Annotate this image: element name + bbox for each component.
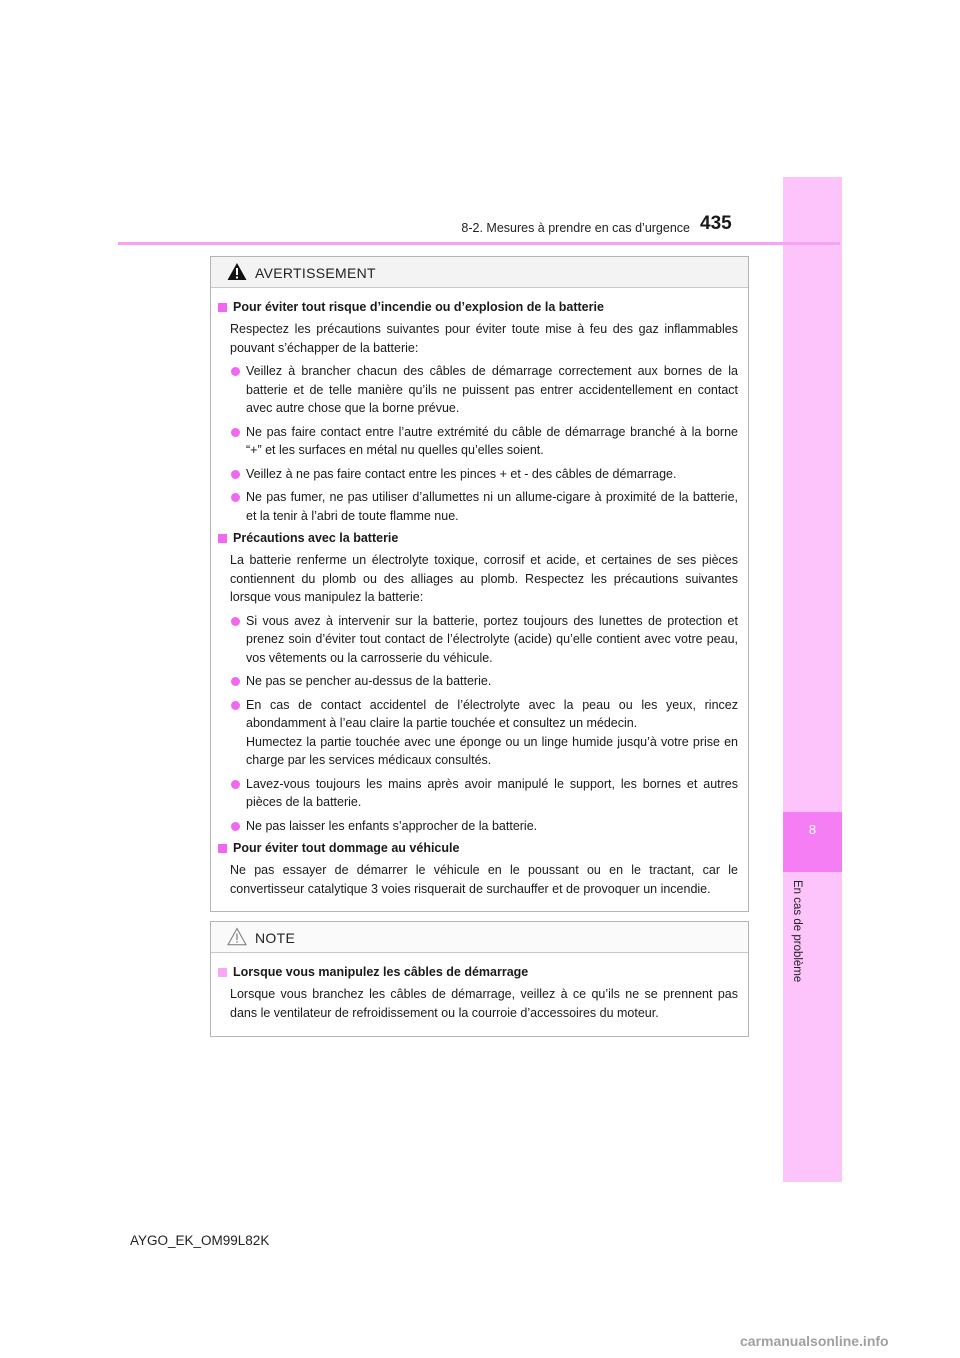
- warning-section-heading: [218, 840, 738, 857]
- circle-bullet-icon: [231, 470, 240, 479]
- warning-section-title: Précautions avec la batterie: [233, 531, 399, 545]
- chapter-title: En cas de problème: [791, 880, 803, 983]
- list-item-text: [246, 362, 738, 418]
- list-item-paragraph: Veillez à ne pas faire contact entre les pinces + et - des câbles de démarrage.: [246, 466, 677, 481]
- circle-bullet-icon: [231, 617, 240, 626]
- note-text: Lorsque vous branchez les câbles de démarrage, veillez à ce qu’ils ne se prennent pas dans le ventilateur de refroidissement ou la courroie d’accessoires du moteur.: [230, 987, 738, 1020]
- circle-bullet-icon: [231, 428, 240, 437]
- circle-bullet-icon: [231, 493, 240, 502]
- note-section-heading: [218, 964, 738, 981]
- chapter-side-tab: [783, 177, 842, 1182]
- list-item-paragraph: Ne pas faire contact entre l’autre extrémité du câble de démarrage branché à la borne “+” et les surfaces en métal nu quelles qu’elles soient.: [246, 424, 738, 457]
- square-bullet-icon: [218, 844, 227, 853]
- warning-body: [211, 288, 748, 898]
- warning-title: AVERTISSEMENT: [255, 265, 376, 281]
- list-item: [231, 612, 738, 668]
- list-item: [231, 696, 738, 770]
- list-item-text: [246, 488, 738, 525]
- list-item-text: [246, 465, 738, 484]
- list-item: [231, 465, 738, 484]
- list-item-paragraph: Ne pas se pencher au-dessus de la batterie.: [246, 674, 492, 688]
- list-item-text: [246, 696, 738, 770]
- note-body: [211, 953, 748, 1022]
- warning-header: [211, 257, 748, 288]
- warning-section-heading: [218, 530, 738, 547]
- document-code: AYGO_EK_OM99L82K: [130, 1233, 270, 1248]
- note-box: [210, 921, 749, 1037]
- square-bullet-icon: [218, 303, 227, 312]
- warning-section-title: Pour éviter tout risque d’incendie ou d’explosion de la batterie: [233, 300, 604, 314]
- circle-bullet-icon: [231, 677, 240, 686]
- list-item: [231, 362, 738, 418]
- list-item-paragraph: Humectez la partie touchée avec une éponge ou un linge humide jusqu’à votre prise en charge par les services médicaux consultés.: [246, 734, 738, 767]
- note-header: [211, 922, 748, 953]
- list-item-text: [246, 672, 738, 691]
- list-item-text: [246, 612, 738, 668]
- warning-section-intro: Respectez les précautions suivantes pour éviter toute mise à feu des gaz inflammables pouvant s’échapper de la batterie:: [230, 322, 738, 355]
- list-item-paragraph: Veillez à brancher chacun des câbles de démarrage correctement aux bornes de la batterie et de telle manière qu’ils ne puissent pas entrer accidentellement en contact avec autre chose que la borne prévue.: [246, 364, 738, 415]
- list-item-paragraph: Ne pas fumer, ne pas utiliser d’allumettes ni un allume-cigare à proximité de la batterie, et la tenir à l’abri de toute flamme nue.: [246, 490, 738, 523]
- caution-icon: [227, 927, 247, 946]
- warning-section-intro: La batterie renferme un électrolyte toxique, corrosif et acide, et certaines de ses pièces contiennent du plomb ou des alliages au plomb. Respectez les précautions suivantes lorsque vous manipulez la batterie:: [230, 553, 738, 604]
- square-bullet-icon: [218, 534, 227, 543]
- warning-section-intro: Ne pas essayer de démarrer le véhicule en le poussant ou en le tractant, car le convertisseur catalytique 3 voies risquerait de surchauffer et de provoquer un incendie.: [230, 863, 738, 896]
- header-rule: [118, 242, 840, 245]
- circle-bullet-icon: [231, 780, 240, 789]
- list-item: [231, 672, 738, 691]
- warning-section-title: Pour éviter tout dommage au véhicule: [233, 841, 460, 855]
- watermark[interactable]: carmanualsonline.info: [740, 1333, 889, 1349]
- square-bullet-icon: [218, 968, 227, 977]
- section-title: 8-2. Mesures à prendre en cas d’urgence: [461, 221, 690, 235]
- list-item-text: [246, 817, 738, 836]
- list-item: [231, 488, 738, 525]
- list-item-paragraph: Lavez-vous toujours les mains après avoir manipulé le support, les bornes et autres pièces de la batterie.: [246, 776, 738, 809]
- list-item: [231, 423, 738, 460]
- note-title: NOTE: [255, 930, 296, 946]
- chapter-tab-active[interactable]: [783, 812, 842, 872]
- list-item-text: [246, 775, 738, 812]
- circle-bullet-icon: [231, 701, 240, 710]
- circle-bullet-icon: [231, 822, 240, 831]
- list-item-paragraph: Si vous avez à intervenir sur la batterie, portez toujours des lunettes de protection et prenez soin d’éviter tout contact de l’électrolyte (acide) qu’elle contient avec votre peau, vos vêtements ou la carrosserie du véhicule.: [246, 613, 738, 665]
- list-item-paragraph: En cas de contact accidentel de l’électrolyte avec la peau ou les yeux, rincez abondamment à l’eau claire la partie touchée et consultez un médecin.: [246, 697, 738, 730]
- warning-box: [210, 256, 749, 912]
- note-section-title: Lorsque vous manipulez les câbles de démarrage: [233, 965, 529, 979]
- list-item: [231, 775, 738, 812]
- list-item-paragraph: Ne pas laisser les enfants s’approcher de la batterie.: [246, 818, 538, 833]
- warning-section-heading: [218, 299, 738, 316]
- warning-icon: [227, 262, 247, 281]
- chapter-number: 8: [808, 822, 817, 837]
- page-number: 435: [700, 213, 732, 234]
- circle-bullet-icon: [231, 367, 240, 376]
- list-item: [231, 817, 738, 836]
- list-item-text: [246, 423, 738, 460]
